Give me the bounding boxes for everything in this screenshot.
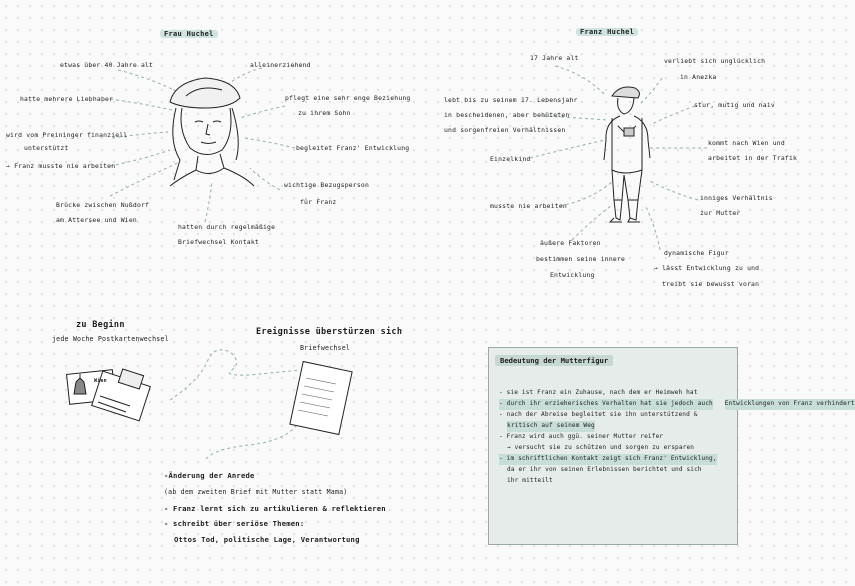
connector bbox=[110, 162, 180, 196]
connector bbox=[648, 180, 698, 200]
frau-label: für Franz bbox=[300, 198, 337, 206]
change-item: (ab dem zweiten Brief mit Mutter statt Mama) bbox=[164, 488, 348, 496]
frau-label: wichtige Bezugsperson bbox=[284, 181, 369, 189]
franz-label: verliebt sich unglücklich bbox=[664, 57, 766, 65]
franz-label: arbeitet in der Trafik bbox=[708, 154, 798, 162]
franz-label: zur Mutter bbox=[700, 209, 741, 217]
connector bbox=[205, 420, 300, 460]
franz-huchel-title: Franz Huchel bbox=[576, 28, 638, 36]
connector bbox=[205, 182, 212, 222]
meaning-item: - nach der Abreise begleitet sie ihn unterstützend & bbox=[499, 410, 698, 418]
frau-label: hatte mehrere Liebhaber bbox=[20, 95, 114, 103]
meaning-item: - Franz wird auch ggü. seiner Mutter reifer bbox=[499, 432, 664, 440]
frau-label: Brücke zwischen Nußdorf bbox=[56, 201, 150, 209]
connector bbox=[572, 205, 612, 240]
meaning-item: - durch ihr erzieherisches Verhalten hat sie jedoch auch bbox=[499, 399, 713, 410]
franz-label: dynamische Figur bbox=[664, 249, 729, 257]
start-heading: zu Beginn bbox=[76, 320, 125, 330]
franz-huchel-figure bbox=[604, 87, 650, 222]
frau-huchel-title: Frau Huchel bbox=[160, 30, 218, 38]
frau-huchel-portrait bbox=[170, 78, 254, 186]
franz-label: stur, mutig und naiv bbox=[694, 101, 775, 109]
connector bbox=[110, 150, 170, 166]
meaning-item: ihr mitteilt bbox=[507, 476, 553, 484]
meaning-box bbox=[488, 347, 855, 545]
frau-label: → Franz musste nie arbeiten bbox=[6, 162, 116, 170]
meaning-title: Bedeutung der Mutterfigur bbox=[495, 355, 613, 366]
connector bbox=[250, 168, 280, 190]
frau-label: alleinerziehend bbox=[250, 61, 311, 69]
connector bbox=[118, 70, 178, 92]
events-heading: Ereignisse überstürzen sich bbox=[256, 327, 403, 337]
connector bbox=[650, 106, 695, 125]
frau-label: am Attersee und Wien bbox=[56, 216, 137, 224]
postcard-word: Wien bbox=[94, 378, 107, 384]
connector bbox=[645, 205, 660, 250]
franz-label: 17 Jahre alt bbox=[530, 54, 579, 62]
franz-label: lebt bis zu seinem 17. Lebensjahr bbox=[444, 96, 578, 104]
change-item: - schreibt über seriöse Themen: bbox=[164, 519, 305, 528]
postcards bbox=[67, 369, 151, 421]
franz-label: inniges Verhältnis bbox=[700, 194, 773, 202]
connector bbox=[640, 78, 662, 104]
change-item: -Änderung der Anrede bbox=[164, 471, 255, 480]
frau-label: pflegt eine sehr enge Beziehung bbox=[285, 94, 411, 102]
events-subheading: Briefwechsel bbox=[300, 344, 351, 352]
frau-label: unterstützt bbox=[24, 144, 69, 152]
franz-label: in bescheidenen, aber behüteten bbox=[444, 111, 570, 119]
frau-label: Briefwechsel Kontakt bbox=[178, 238, 259, 246]
connector bbox=[228, 68, 262, 84]
franz-label: treibt sie bewusst voran bbox=[662, 280, 760, 288]
franz-label: Entwicklung bbox=[550, 271, 595, 279]
connector bbox=[560, 182, 612, 206]
connector bbox=[110, 99, 172, 110]
franz-label: kommt nach Wien und bbox=[708, 139, 785, 147]
frau-label: etwas über 40 Jahre alt bbox=[60, 61, 154, 69]
frau-label: begleitet Franz' Entwicklung bbox=[296, 144, 410, 152]
meaning-item: kritisch auf seinem Weg bbox=[507, 421, 595, 432]
franz-label: äußere Faktoren bbox=[540, 239, 601, 247]
letter-sheet bbox=[290, 362, 352, 435]
franz-label: und sorgenfreien Verhältnissen bbox=[444, 126, 566, 134]
change-item: - Franz lernt sich zu artikulieren & reflektieren bbox=[164, 504, 386, 513]
connector bbox=[530, 140, 605, 158]
meaning-item: - sie ist Franz ein Zuhause, nach dem er Heimweh hat bbox=[499, 389, 698, 396]
franz-label: musste nie arbeiten bbox=[490, 202, 567, 210]
change-item: Ottos Tod, politische Lage, Verantwortung bbox=[174, 535, 360, 544]
meaning-item: da er ihr von seinen Erlebnissen berichtet und sich bbox=[507, 465, 702, 473]
frau-label: wird vom Preininger finanziell bbox=[6, 131, 128, 139]
meaning-item: - im schriftlichen Kontakt zeigt sich Franz' Entwicklung, bbox=[499, 454, 717, 465]
franz-label: in Anezka bbox=[680, 73, 717, 81]
meaning-list bbox=[499, 388, 855, 487]
franz-label: bestimmen seine innere bbox=[536, 255, 626, 263]
meaning-item: → versucht sie zu schützen und sorgen zu ersparen bbox=[507, 443, 695, 451]
franz-label: Einzelkind bbox=[490, 155, 531, 163]
connector bbox=[245, 138, 295, 148]
connector bbox=[240, 106, 285, 118]
connector bbox=[170, 350, 300, 400]
franz-label: → lässt Entwicklung zu und bbox=[654, 264, 760, 272]
frau-label: zu ihrem Sohn bbox=[298, 109, 351, 117]
connector bbox=[555, 66, 605, 95]
start-subheading: jede Woche Postkartenwechsel bbox=[52, 335, 169, 343]
meaning-item: Entwicklungen von Franz verhindert bbox=[725, 399, 855, 410]
frau-label: hatten durch regelmäßige bbox=[178, 223, 276, 231]
